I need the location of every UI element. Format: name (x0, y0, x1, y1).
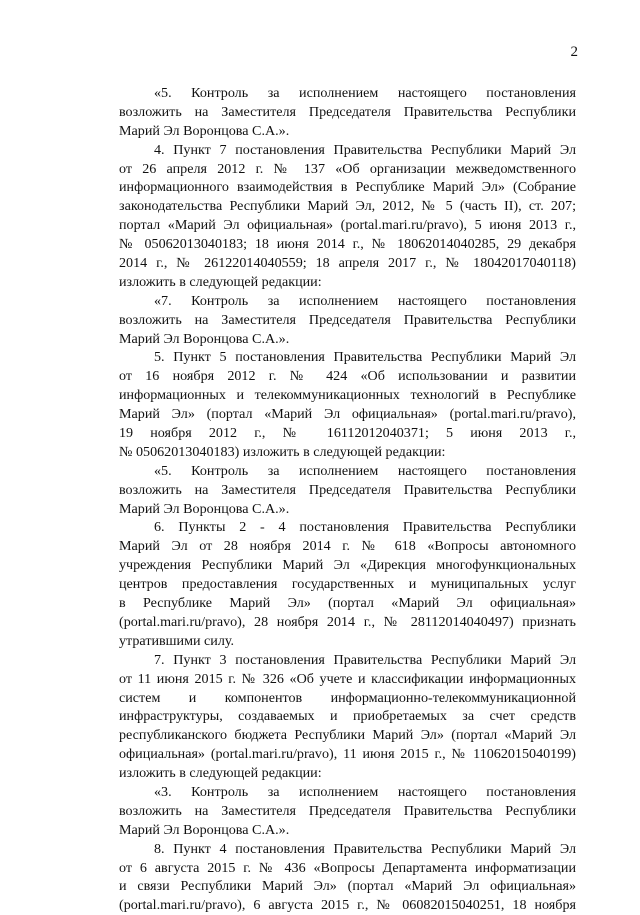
paragraph-line: официальная» (portal.mari.ru/pravo), 11 июня 2015 г., № 11062015040199) (119, 746, 576, 763)
paragraph-line: от 26 апреля 2012 г. № 137 «Об организации межведомственного (119, 160, 576, 177)
paragraph-line: систем и компонентов информационно-телекоммуникационной (119, 689, 576, 706)
paragraph-line: «7. Контроль за исполнением настоящего постановления (154, 292, 576, 309)
paragraph-line: «5. Контроль за исполнением настоящего постановления (154, 85, 576, 101)
paragraph-line: изложить в следующей редакции: (119, 765, 322, 782)
paragraph-line: Марий Эл от 28 ноября 2014 г. № 618 «Вопросы автономного (119, 538, 576, 555)
paragraph-line: 19 ноября 2012 г., № 16112012040371; 5 июня 2013 г., (119, 425, 576, 442)
paragraph-line: учреждения Республики Марий Эл «Дирекция многофункциональных (119, 557, 576, 574)
paragraph (119, 348, 576, 461)
paragraph-line: Марий Эл Воронцова С.А.». (119, 122, 290, 139)
paragraph-line: возложить на Заместителя Председателя Правительства Республики (119, 802, 576, 819)
paragraph-line: 8. Пункт 4 постановления Правительства Республики Марий Эл (154, 840, 576, 857)
paragraph-line: № 05062013040183) изложить в следующей редакции: (119, 443, 446, 460)
paragraph-line: информационных и телекоммуникационных технологий в Республике (119, 387, 576, 404)
paragraph-line: утратившими силу. (119, 632, 235, 649)
page-number: 2 (570, 44, 578, 60)
paragraph-line: возложить на Заместителя Председателя Правительства Республики (119, 311, 576, 328)
paragraph-line: в Республике Марий Эл» (портал «Марий Эл официальная» (119, 595, 576, 612)
paragraph-line: республиканского бюджета Республики Марий Эл» (портал «Марий Эл (119, 727, 576, 744)
paragraph-line: информационного взаимодействия в Республике Марий Эл» (Собрание (119, 179, 576, 196)
paragraph-line: возложить на Заместителя Председателя Правительства Республики (119, 481, 576, 498)
paragraph-line: от 11 июня 2015 г. № 326 «Об учете и классификации информационных (119, 670, 576, 687)
paragraph (119, 462, 576, 519)
paragraph (119, 292, 576, 349)
paragraph-line: центров предоставления государственных и муниципальных услуг (119, 576, 576, 593)
paragraph (119, 84, 576, 141)
paragraph (119, 840, 576, 915)
paragraph-line: (portal.mari.ru/pravo), 6 августа 2015 г., № 06082015040251, 18 ноября (119, 897, 576, 914)
paragraph-line: инфраструктуры, создаваемых и приобретаемых за счет средств (119, 708, 576, 725)
paragraph-line: Марий Эл» (портал «Марий Эл официальная» (portal.mari.ru/pravo), (119, 406, 576, 423)
paragraph-line: от 6 августа 2015 г. № 436 «Вопросы Департамента информатизации (119, 859, 576, 876)
paragraph-line: изложить в следующей редакции: (119, 273, 322, 290)
paragraph-line: 7. Пункт 3 постановления Правительства Республики Марий Эл (154, 651, 576, 668)
paragraph-line: портал «Марий Эл официальная» (portal.mari.ru/pravo), 5 июня 2013 г., (119, 217, 576, 234)
paragraph-line: 6. Пункты 2 - 4 постановления Правительства Республики (154, 519, 576, 536)
paragraph-line: 2014 г., № 26122014040559; 18 апреля 2017 г., № 18042017040118) (119, 255, 576, 272)
paragraph (119, 141, 576, 292)
paragraph-line: 4. Пункт 7 постановления Правительства Республики Марий Эл (154, 141, 576, 158)
paragraph-line: Марий Эл Воронцова С.А.». (119, 330, 290, 347)
paragraph-line: (portal.mari.ru/pravo), 28 ноября 2014 г., № 28112014040497) признать (119, 613, 576, 630)
paragraph (119, 651, 576, 783)
paragraph (119, 783, 576, 840)
paragraph-line: № 05062013040183; 18 июня 2014 г., № 18062014040285, 29 декабря (119, 236, 576, 253)
paragraph-line: 5. Пункт 5 постановления Правительства Республики Марий Эл (154, 349, 576, 366)
paragraph (119, 518, 576, 650)
document-body (119, 84, 576, 915)
paragraph-line: «5. Контроль за исполнением настоящего постановления (154, 462, 576, 479)
paragraph-line: от 16 ноября 2012 г. № 424 «Об использовании и развитии (119, 368, 576, 385)
paragraph-line: и связи Республики Марий Эл» (портал «Марий Эл официальная» (119, 878, 576, 895)
paragraph-line: Марий Эл Воронцова С.А.». (119, 500, 290, 517)
paragraph-line: Марий Эл Воронцова С.А.». (119, 821, 290, 838)
paragraph-line: «3. Контроль за исполнением настоящего постановления (154, 783, 576, 800)
paragraph-line: законодательства Республики Марий Эл, 2012, № 5 (часть II), ст. 207; (119, 198, 576, 215)
paragraph-line: возложить на Заместителя Председателя Правительства Республики (119, 103, 576, 120)
